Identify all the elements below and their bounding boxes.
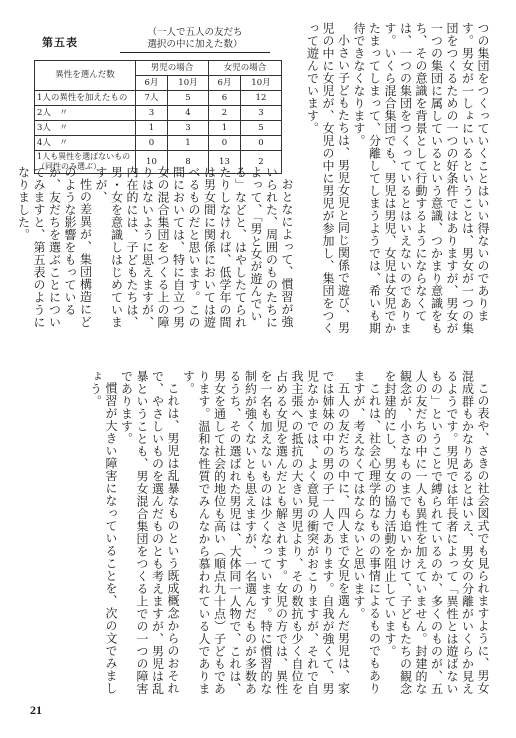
paragraph: 慣習が大きい障害になっていることを、次の文でみましょう。 [88, 370, 118, 695]
paragraph: 性の差異が、集団構造にどのような影響をもっているか、友だちを選ぶことについてみますと、第五表のようになりました。 [16, 166, 93, 329]
paragraph: おとなによって、慣習が強いられた、周囲のものたちによって、「男と女が遊んでいる」などと、はやしたてられたりしなければ、低学年の間は男女間に関係においては遊べるものだと思います。この間においては、特に自立つ男女の混合集団をつくる上の障りはないように思えますが、内在的には、子どもたちは、男・女を意識しはじめていますが、 [94, 166, 294, 329]
paragraph: この表や、さきの社会図式でも見られますように、男女混成群もかなりあるとはいえ、男女の分離がいくらか見えるようです。男児では年長者によって「異性とは遊ばないもの」ということで縛られているのか、多くのものが、五人の友だちの中に一人も異性を加えていません。封建的な観念が、小さなものまでも追いかけて、子どもたちの観念を封建的にし、男女の協力活動を阻止しています。 [383, 370, 490, 695]
table-cell: 6 [208, 91, 240, 106]
table-cell: 13 [208, 151, 240, 174]
header-boys: 男児の場合 [136, 61, 209, 76]
table-title: 第五表 [42, 36, 78, 49]
table-cell: 1 [208, 121, 240, 136]
table-cell: 5 [240, 121, 281, 136]
table-cell: 7人 [136, 91, 168, 106]
table-cell: 0 [208, 136, 240, 151]
text-column-top-middle [16, 166, 294, 340]
table-caption-line-2: 選択の中に加えた数） [120, 39, 270, 53]
paragraph: 小さい子どもたちは、男児女児と同じ関係で遊び、男児の中に女児が、女児の中に男児が参加し、集団をつくって遊んでいます。 [305, 22, 351, 335]
table-cell: 10 [136, 151, 168, 174]
page-number: 21 [30, 703, 42, 717]
table-caption-line-1: （一人で五人の友だち [147, 27, 243, 38]
table-cell: 5 [167, 91, 208, 106]
table-cell: 3 [240, 106, 281, 121]
table-cell: 1 [167, 136, 208, 151]
paragraph: これは、社会心理学的なものの事情によるものでもありますが、考えなくてはならないと思います。 [352, 370, 382, 695]
text-column-bottom [30, 370, 490, 700]
table-cell: 0 [136, 136, 168, 151]
table-cell: 12 [240, 91, 281, 106]
paragraph: これは、男児は乱暴なものという既成概念からのおそれで、やさしいものを選んだものとも考えますが、男児は乱暴ということも、男女混合集団をつくる上での一つの障害であります。 [119, 370, 180, 695]
table-cell: 8 [167, 151, 208, 174]
paragraph: 五人の友だちの中に、四人まで女児を選んだ男児は、家では姉妹の中の男の子一人であります。自我が強くて、男児なかまでは、よく意見の衝突がおこりますが、それで自我主張への抵抗の大きい男児より、その数抗も少く自位を占める女児を選んだとも解されます。女児の方では、異性を一名も加えないものは少くなっています。特に慣習的な制約が強くないとも思えますが、一名選んだものが多数あるうち、その選ばれた男児は、大体同一人物で、これは、男女を通して社会的地位も高い（順点九十点）子どもであります。温和な性質でみんなから慕われている人であります。 [181, 370, 351, 695]
table-cell: 1 [136, 121, 168, 136]
table-cell: 2 [240, 151, 281, 174]
table-cell: 3 [136, 106, 168, 121]
row-label: 1人の異性を加えたもの [35, 91, 136, 106]
row-label: 4人 〃 [35, 136, 136, 151]
table-cell: 3 [167, 121, 208, 136]
header-month: 10月 [167, 76, 208, 91]
table-cell: 2 [208, 106, 240, 121]
paragraph: つの集団をつくっていくことはいい得ないのであります。男女が一しょにいるということは、男女が一つの集団をつくるための一つの好条件ではありますが、男女が一つの集団に属しているという意識、つかまり意識をもち、その意識を背景として行動するようにならなくては、一つの集団をつくっているとはいえないのであります。いくら混合集団でも、男児は男児、女児は女児でかたまってしまって、分離してしまうようでは、希いも期待できなくなります。 [352, 22, 490, 335]
table-cell: 0 [240, 136, 281, 151]
header-category: 異性を選んだ数 [35, 61, 136, 91]
header-month: 6月 [208, 76, 240, 91]
header-month: 10月 [240, 76, 281, 91]
header-month: 6月 [136, 76, 168, 91]
row-label: 2人 〃 [35, 106, 136, 121]
row-label: 1人も異性を選ばないもの（同性のみ選ぶ） [35, 151, 136, 174]
table-cell: 4 [167, 106, 208, 121]
row-label: 3人 〃 [35, 121, 136, 136]
header-girls: 女児の場合 [208, 61, 281, 76]
